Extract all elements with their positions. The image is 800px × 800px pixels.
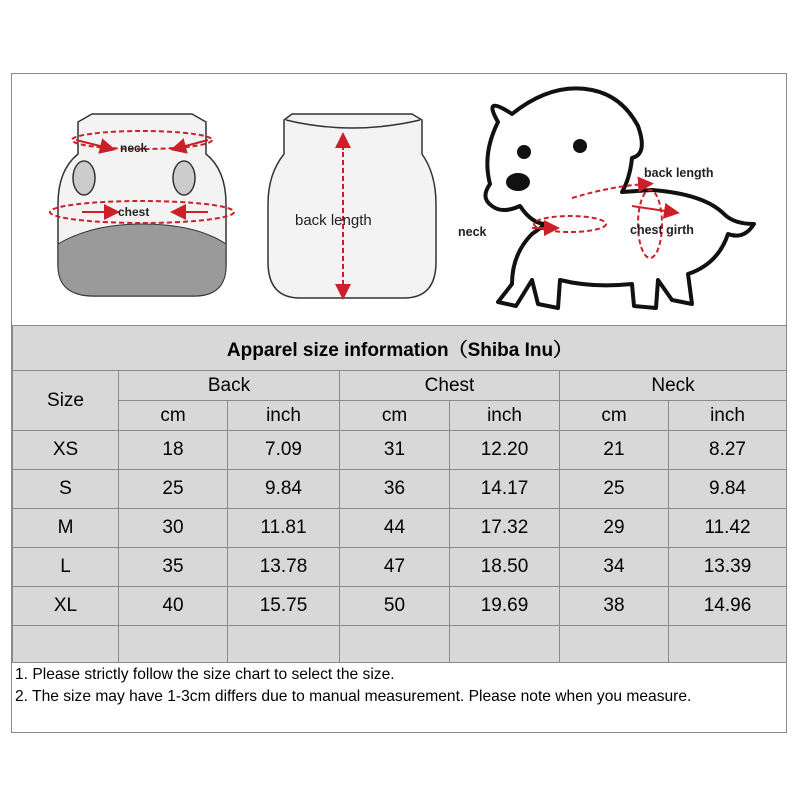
value-cell: 18.50	[450, 548, 560, 587]
unit-header: cm	[560, 401, 669, 431]
value-cell: 47	[340, 548, 450, 587]
size-cell: XL	[13, 587, 119, 626]
dog-back-length-label: back length	[644, 166, 714, 180]
value-cell: 8.27	[669, 431, 787, 470]
value-cell: 18	[119, 431, 228, 470]
unit-header: inch	[669, 401, 787, 431]
table-row	[13, 470, 787, 509]
dog-drawing	[485, 88, 754, 308]
back-garment-drawing	[268, 114, 436, 298]
value-cell: 36	[340, 470, 450, 509]
unit-header: inch	[228, 401, 340, 431]
table-row	[13, 587, 787, 626]
value-cell: 31	[340, 431, 450, 470]
table-row	[13, 509, 787, 548]
value-cell: 35	[119, 548, 228, 587]
unit-header: inch	[450, 401, 560, 431]
note-line: 1. Please strictly follow the size chart to select the size.	[15, 666, 395, 683]
value-cell: 44	[340, 509, 450, 548]
size-cell: L	[13, 548, 119, 587]
size-cell: M	[13, 509, 119, 548]
value-cell: 50	[340, 587, 450, 626]
value-cell: 29	[560, 509, 669, 548]
table-title: Apparel size information（Shiba Inu）	[13, 326, 787, 371]
value-cell: 19.69	[450, 587, 560, 626]
value-cell: 12.20	[450, 431, 560, 470]
size-chart-frame	[11, 73, 787, 733]
value-cell: 25	[560, 470, 669, 509]
measurement-illustration	[12, 74, 786, 324]
value-cell: 15.75	[228, 587, 340, 626]
size-cell: S	[13, 470, 119, 509]
value-cell: 14.96	[669, 587, 787, 626]
front-neck-label: neck	[120, 141, 148, 155]
unit-header: cm	[340, 401, 450, 431]
group-header-chest: Chest	[340, 371, 560, 401]
value-cell: 13.78	[228, 548, 340, 587]
value-cell: 9.84	[228, 470, 340, 509]
size-notes	[12, 661, 786, 732]
value-cell: 40	[119, 587, 228, 626]
size-cell: XS	[13, 431, 119, 470]
size-header: Size	[13, 371, 119, 431]
dog-chest-girth-label: chest girth	[630, 223, 694, 237]
value-cell: 21	[560, 431, 669, 470]
value-cell: 17.32	[450, 509, 560, 548]
value-cell: 38	[560, 587, 669, 626]
blank-row	[13, 626, 787, 663]
size-table	[12, 325, 787, 663]
back-length-label: back length	[295, 212, 372, 229]
value-cell: 7.09	[228, 431, 340, 470]
group-header-neck: Neck	[560, 371, 787, 401]
note-line: 2. The size may have 1-3cm differs due to manual measurement. Please note when you measure.	[15, 688, 692, 705]
value-cell: 13.39	[669, 548, 787, 587]
table-row	[13, 548, 787, 587]
value-cell: 30	[119, 509, 228, 548]
value-cell: 14.17	[450, 470, 560, 509]
front-garment-drawing	[50, 114, 234, 296]
value-cell: 25	[119, 470, 228, 509]
group-header-back: Back	[119, 371, 340, 401]
value-cell: 11.81	[228, 509, 340, 548]
unit-header: cm	[119, 401, 228, 431]
value-cell: 34	[560, 548, 669, 587]
value-cell: 11.42	[669, 509, 787, 548]
dog-neck-label: neck	[458, 225, 487, 239]
table-row	[13, 431, 787, 470]
front-chest-label: chest	[118, 205, 150, 219]
value-cell: 9.84	[669, 470, 787, 509]
